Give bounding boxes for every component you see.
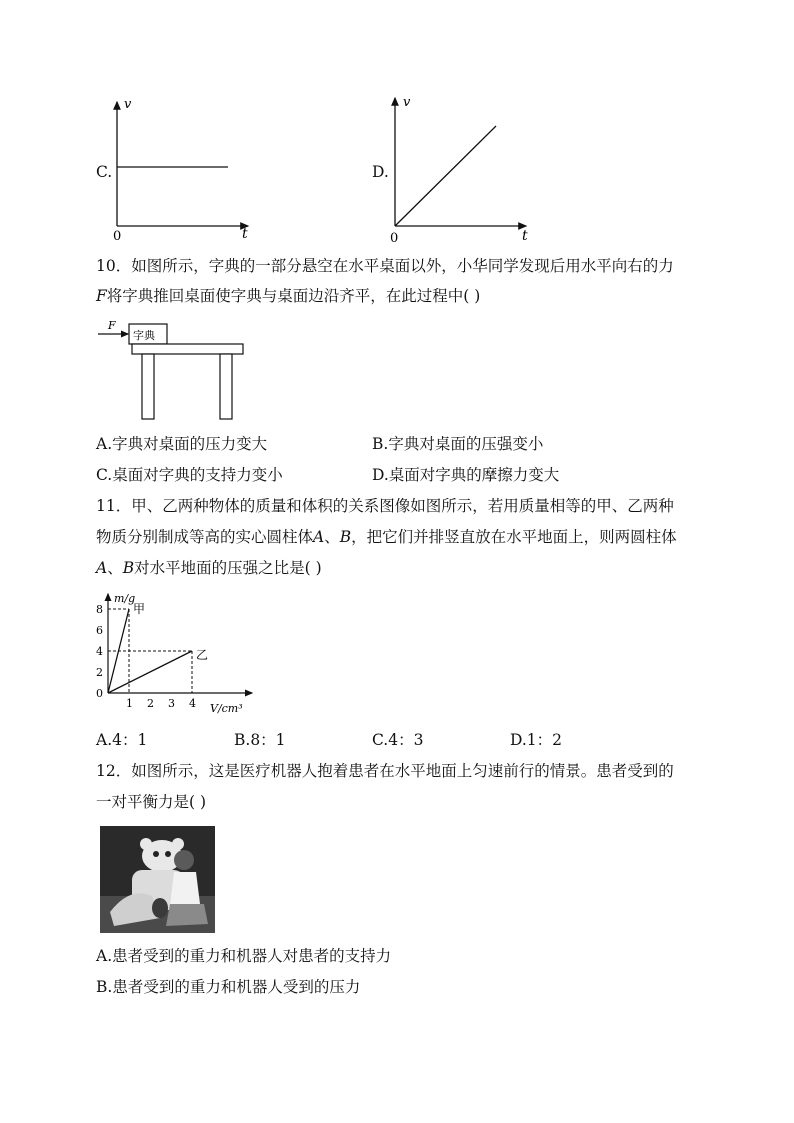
patient-legs — [166, 904, 208, 926]
y-tick-label: 8 — [96, 603, 103, 616]
series-label-1: 甲 — [133, 602, 146, 616]
q10-stem-line1: 10．如图所示，字典的一部分悬空在水平桌面以外，小华同学发现后用水平向右的力 — [96, 257, 674, 275]
x-tick-label: 4 — [189, 697, 196, 710]
y-tick-label: 6 — [96, 624, 103, 637]
dictionary-label: 字典 — [133, 329, 155, 342]
q10-stem-line2: F将字典推回桌面使字典与桌面边沿齐平，在此过程中( ) — [96, 287, 481, 305]
q10-option-b[interactable]: B.字典对桌面的压强变小 — [372, 435, 544, 453]
q11-option-a[interactable]: A.4：1 — [96, 731, 148, 749]
v-axis-label: v — [124, 97, 132, 112]
table-top — [132, 344, 243, 354]
q10-option-a[interactable]: A.字典对桌面的压力变大 — [96, 435, 268, 453]
q12-option-a[interactable]: A.患者受到的重力和机器人对患者的支持力 — [96, 947, 392, 965]
medical-robot-photo — [100, 826, 215, 933]
force-label: F — [108, 319, 116, 332]
y-tick-label: 2 — [96, 666, 103, 679]
t-axis-label: t — [522, 228, 528, 244]
q11-option-c[interactable]: C.4：3 — [372, 731, 424, 749]
origin-label: 0 — [390, 231, 399, 244]
t-axis-label: t — [242, 226, 248, 242]
patient-head — [174, 850, 194, 870]
y-tick-label: 0 — [96, 687, 103, 700]
q11-option-d[interactable]: D.1：2 — [510, 731, 563, 749]
q12-stem-line2: 一对平衡力是( ) — [96, 793, 207, 811]
q10-option-c[interactable]: C.桌面对字典的支持力变小 — [96, 466, 283, 484]
q11-stem-line1: 11．甲、乙两种物体的质量和体积的关系图像如图所示，若用质量相等的甲、乙两种 — [96, 497, 674, 515]
dictionary-table-figure — [96, 318, 256, 424]
patient-shirt — [170, 872, 200, 906]
q11-stem-line2: 物质分别制成等高的实心圆柱体A、B，把它们并排竖直放在水平地面上，则两圆柱体 — [96, 528, 677, 546]
table-leg-right — [220, 354, 232, 419]
table-leg-left — [142, 354, 154, 419]
q11-stem-line3: A、B对水平地面的压强之比是( ) — [96, 559, 322, 577]
series-label-2: 乙 — [196, 648, 209, 662]
y-axis-label: m/g — [114, 592, 136, 605]
x-tick-label: 3 — [168, 697, 175, 710]
graph-c — [108, 92, 258, 242]
origin-label: 0 — [113, 229, 122, 242]
robot-wheel — [152, 898, 168, 918]
x-axis-label: V/cm³ — [210, 702, 243, 715]
q10-option-d[interactable]: D.桌面对字典的摩擦力变大 — [372, 466, 560, 484]
y-tick-label: 4 — [96, 645, 103, 658]
mass-volume-chart — [92, 588, 262, 718]
force-variable: F — [96, 287, 107, 305]
option-d-label: D. — [372, 163, 389, 181]
option-c-label: C. — [96, 163, 113, 181]
graph-d — [386, 92, 536, 244]
v-axis-label: v — [403, 95, 411, 110]
proportional-v-line — [395, 126, 496, 226]
q12-option-b[interactable]: B.患者受到的重力和机器人受到的压力 — [96, 978, 361, 996]
x-tick-label: 1 — [126, 697, 133, 710]
q12-stem-line1: 12．如图所示，这是医疗机器人抱着患者在水平地面上匀速前行的情景。患者受到的 — [96, 762, 674, 780]
series-line-2 — [108, 651, 192, 693]
x-tick-label: 2 — [147, 697, 154, 710]
q11-option-b[interactable]: B.8：1 — [234, 731, 286, 749]
